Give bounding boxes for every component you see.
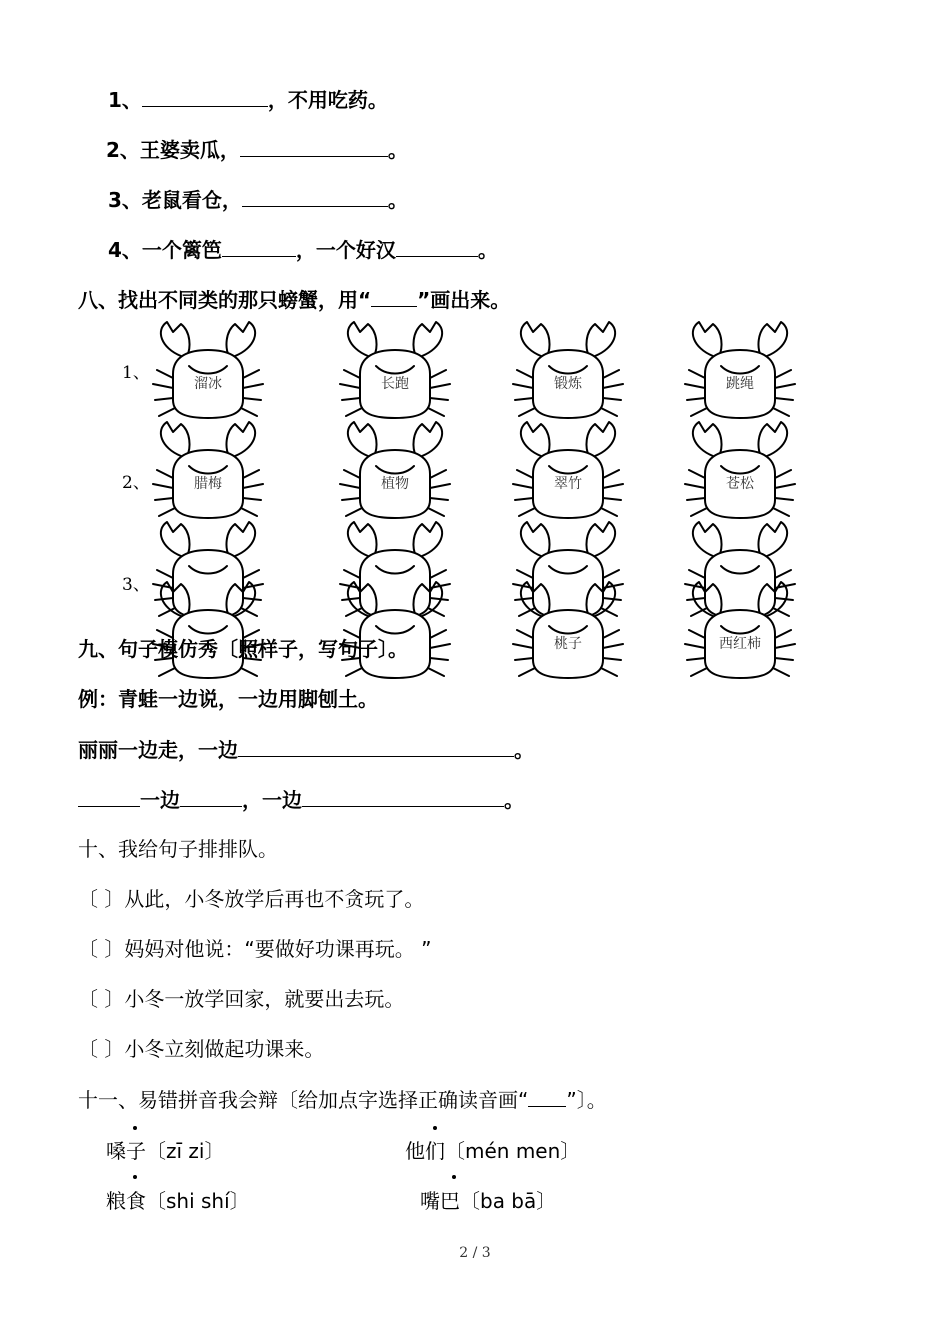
idiom-1	[108, 86, 388, 113]
mark-sample	[528, 1086, 566, 1107]
title-end: ”〕。	[566, 1088, 607, 1112]
order-item[interactable]: 〔 〕小冬立刻做起功课来。	[78, 1037, 325, 1061]
section-11-title	[78, 1086, 607, 1113]
order-item[interactable]: 〔 〕从此，小冬放学后再也不贪玩了。	[78, 887, 425, 911]
crab-icon[interactable]	[675, 318, 805, 418]
crab-label: 锻炼	[554, 376, 582, 392]
title-end: ”画出来。	[417, 288, 511, 312]
idiom-text: ，一个好汉	[295, 238, 396, 262]
section-9-line-2	[78, 786, 524, 813]
crab-label: 桃子	[554, 636, 582, 652]
emphasis-dot	[133, 1175, 137, 1179]
answer-blank[interactable]	[78, 786, 140, 807]
pinyin-options[interactable]: 〔ba bā〕	[460, 1189, 557, 1213]
pinyin-word: 粮食	[106, 1189, 146, 1213]
section-10-title: 十、我给句子排排队。	[78, 837, 278, 861]
crab-row-number: 1、	[122, 363, 150, 383]
crab-icon[interactable]	[503, 578, 633, 678]
section-8-title	[78, 286, 510, 313]
crab-label: 长跑	[381, 376, 409, 392]
emphasis-dot	[452, 1175, 456, 1179]
crab-label: 苍松	[726, 476, 754, 492]
pinyin-options[interactable]: 〔zī zi〕	[146, 1139, 225, 1163]
crab-label: 西红柿	[719, 636, 761, 652]
emphasis-dot	[433, 1126, 437, 1130]
idiom-text: 老鼠看仓，	[141, 188, 242, 212]
crab-label: 溜冰	[194, 376, 222, 392]
idiom-num: 2、	[106, 138, 140, 162]
crab-row-number: 2、	[122, 473, 150, 493]
title-text: 十一、易错拼音我会辩〔给加点字选择正确读音画“	[78, 1088, 529, 1112]
title-text: 八、找出不同类的那只螃蟹，用“	[78, 288, 372, 312]
crab-icon[interactable]	[503, 418, 633, 518]
pinyin-options[interactable]: 〔shi shí〕	[146, 1189, 250, 1213]
sentence-end: 。	[504, 788, 524, 812]
idiom-text: 一个篱笆	[141, 238, 222, 262]
crab-icon[interactable]	[143, 418, 273, 518]
answer-blank[interactable]	[242, 186, 388, 207]
section-9-example: 例：青蛙一边说，一边用脚刨土。	[78, 687, 378, 711]
crab-label: 植物	[381, 476, 409, 492]
section-9-line-1	[78, 736, 534, 763]
crab-row-number: 3、	[122, 575, 150, 595]
crab-label: 跳绳	[726, 376, 754, 392]
idiom-3	[108, 186, 408, 213]
idiom-end: 。	[477, 238, 498, 262]
page-number: 2 / 3	[459, 1245, 491, 1261]
crab-icon[interactable]	[330, 418, 460, 518]
idiom-4	[108, 236, 498, 263]
crab-icon[interactable]	[675, 418, 805, 518]
crab-icon[interactable]	[503, 318, 633, 418]
pinyin-options[interactable]: 〔mén men〕	[445, 1139, 581, 1163]
idiom-2	[106, 136, 408, 163]
crab-icon[interactable]	[330, 578, 460, 678]
crab-label: 腊梅	[194, 476, 222, 492]
crab-icon[interactable]	[675, 578, 805, 678]
crab-icon[interactable]	[330, 318, 460, 418]
pinyin-item	[405, 1138, 580, 1164]
pinyin-word: 他们	[405, 1139, 445, 1163]
answer-blank[interactable]	[396, 236, 478, 257]
answer-blank[interactable]	[222, 236, 296, 257]
pinyin-item	[106, 1188, 250, 1214]
mark-sample	[371, 286, 417, 307]
idiom-num: 1、	[108, 88, 142, 112]
order-item[interactable]: 〔 〕小冬一放学回家，就要出去玩。	[78, 987, 405, 1011]
idiom-text: 王婆卖瓜，	[139, 138, 240, 162]
crab-label: 翠竹	[554, 476, 582, 492]
answer-blank[interactable]	[302, 786, 504, 807]
answer-blank[interactable]	[180, 786, 242, 807]
emphasis-dot	[133, 1126, 137, 1130]
answer-blank[interactable]	[142, 86, 268, 107]
idiom-num: 4、	[108, 238, 142, 262]
answer-blank[interactable]	[238, 736, 514, 757]
idiom-end: 。	[387, 188, 408, 212]
pinyin-word: 嘴巴	[420, 1189, 460, 1213]
sentence-part: ，一边	[242, 788, 302, 812]
sentence-end: 。	[514, 738, 534, 762]
crab-icon[interactable]	[143, 578, 273, 678]
order-item[interactable]: 〔 〕妈妈对他说：“要做好功课再玩。 ”	[78, 937, 432, 961]
idiom-text: ，不用吃药。	[267, 88, 388, 112]
idiom-end: 。	[387, 138, 408, 162]
section-9-title: 九、句子模仿秀〔照样子，写句子〕。	[78, 637, 408, 661]
sentence-start: 丽丽一边走，一边	[78, 738, 238, 762]
pinyin-word: 嗓子	[106, 1139, 146, 1163]
answer-blank[interactable]	[240, 136, 388, 157]
idiom-num: 3、	[108, 188, 142, 212]
pinyin-item	[106, 1138, 224, 1164]
crab-icon[interactable]	[143, 318, 273, 418]
pinyin-item	[420, 1188, 556, 1214]
sentence-part: 一边	[140, 788, 180, 812]
